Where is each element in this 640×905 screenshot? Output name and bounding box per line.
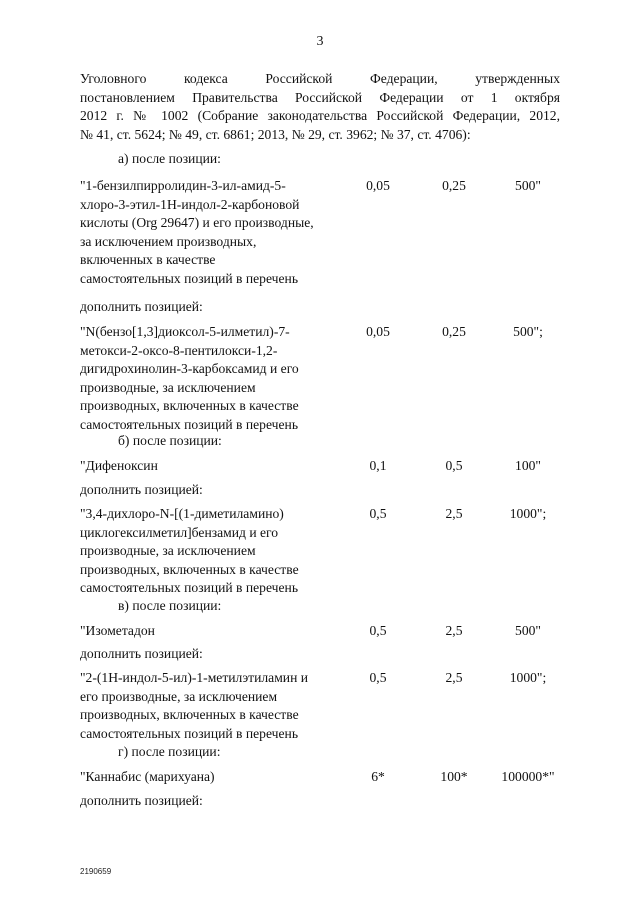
entry-line: метокси-2-оксо-8-пентилокси-1,2- (80, 342, 278, 358)
entry-line: кислоты (Org 29647) и его производные, (80, 215, 314, 230)
value-col-2: 0,25 (442, 324, 466, 339)
value-col-2: 0,25 (442, 178, 466, 193)
entry-c-text (80, 622, 350, 641)
entry-line: самостоятельных позиций в перечень (80, 416, 299, 432)
value-col-3: 1000"; (509, 506, 547, 521)
intro-line: 2012 г. № 1002 (Собрание законодательства Российской Федерации, 2012, (80, 108, 560, 123)
intro-paragraph (80, 70, 560, 144)
document-code: 2190659 (80, 867, 112, 876)
add-position-label: дополнить позицией: (80, 646, 203, 661)
value-col-3: 500" (515, 178, 541, 193)
entry-line: "Изометадон (80, 623, 155, 638)
value-col-1: 0,5 (369, 670, 387, 685)
value-col-2: 2,5 (445, 670, 463, 685)
entry-line: самостоятельных позиций в перечень (80, 270, 299, 286)
entry-a-add-text (80, 323, 350, 434)
entry-line: "Каннабис (марихуана) (80, 769, 215, 784)
value-col-3: 100000*" (501, 769, 555, 784)
value-col-1: 0,5 (369, 623, 387, 638)
entry-line: включенных в качестве (80, 252, 216, 267)
entry-line: "1-бензилпирролидин-3-ил-амид-5- (80, 178, 286, 193)
add-position-label: дополнить позицией: (80, 299, 203, 314)
value-col-2: 2,5 (445, 506, 463, 521)
entry-line: производных, включенных в качестве (80, 707, 299, 722)
entry-line: производные, за исключением (80, 379, 256, 395)
entry-line: хлоро-3-этил-1Н-индол-2-карбоновой (80, 196, 300, 212)
entry-line: производных, включенных в качестве (80, 561, 299, 577)
entry-line: "Дифеноксин (80, 458, 158, 473)
entry-line: "2-(1Н-индол-5-ил)-1-метилэтиламин и (80, 670, 309, 685)
entry-line: "N(бензо[1,3]диоксол-5-илметил)-7- (80, 324, 290, 339)
value-col-3: 1000"; (509, 670, 547, 685)
entry-line: производные, за исключением (80, 543, 256, 558)
intro-line: Уголовного кодекса Российской Федерации, утвержденных (80, 71, 560, 86)
value-col-3: 500"; (513, 324, 543, 339)
entry-d-text (80, 768, 350, 787)
entry-b-text (80, 457, 350, 476)
section-b-label: б) после позиции: (118, 433, 222, 448)
entry-line: циклогексилметил]бензамид и его (80, 524, 279, 540)
value-col-1: 0,05 (366, 324, 390, 339)
entry-line: его производные, за исключением (80, 688, 278, 704)
section-c-label: в) после позиции: (118, 598, 222, 613)
entry-line: производных, включенных в качестве (80, 398, 299, 413)
entry-b-add-text (80, 505, 350, 598)
add-position-label: дополнить позицией: (80, 793, 203, 808)
value-col-2: 2,5 (445, 623, 463, 638)
entry-line: "3,4-дихлоро-N-[(1-диметиламино) (80, 506, 284, 521)
value-col-1: 0,5 (369, 506, 387, 521)
value-col-3: 500" (515, 623, 541, 638)
entry-line: самостоятельных позиций в перечень (80, 580, 299, 595)
entry-line: самостоятельных позиций в перечень (80, 725, 299, 741)
entry-a-text (80, 177, 350, 288)
value-col-2: 100* (440, 769, 468, 784)
value-col-1: 0,1 (369, 458, 387, 473)
entry-line: дигидрохинолин-3-карбоксамид и его (80, 361, 299, 376)
value-col-2: 0,5 (445, 458, 463, 473)
value-col-1: 6* (371, 769, 385, 784)
entry-line: за исключением производных, (80, 233, 257, 249)
value-col-1: 0,05 (366, 178, 390, 193)
intro-line: № 41, ст. 5624; № 49, ст. 6861; 2013, № 29, ст. 3962; № 37, ст. 4706): (80, 126, 471, 142)
section-a-label: а) после позиции: (118, 151, 221, 166)
entry-c-add-text (80, 669, 350, 743)
section-d-label: г) после позиции: (118, 744, 221, 759)
page-number: 3 (316, 34, 324, 49)
intro-line: постановлением Правительства Российской Федерации от 1 октября (80, 89, 560, 105)
value-col-3: 100" (515, 458, 541, 473)
add-position-label: дополнить позицией: (80, 482, 203, 497)
